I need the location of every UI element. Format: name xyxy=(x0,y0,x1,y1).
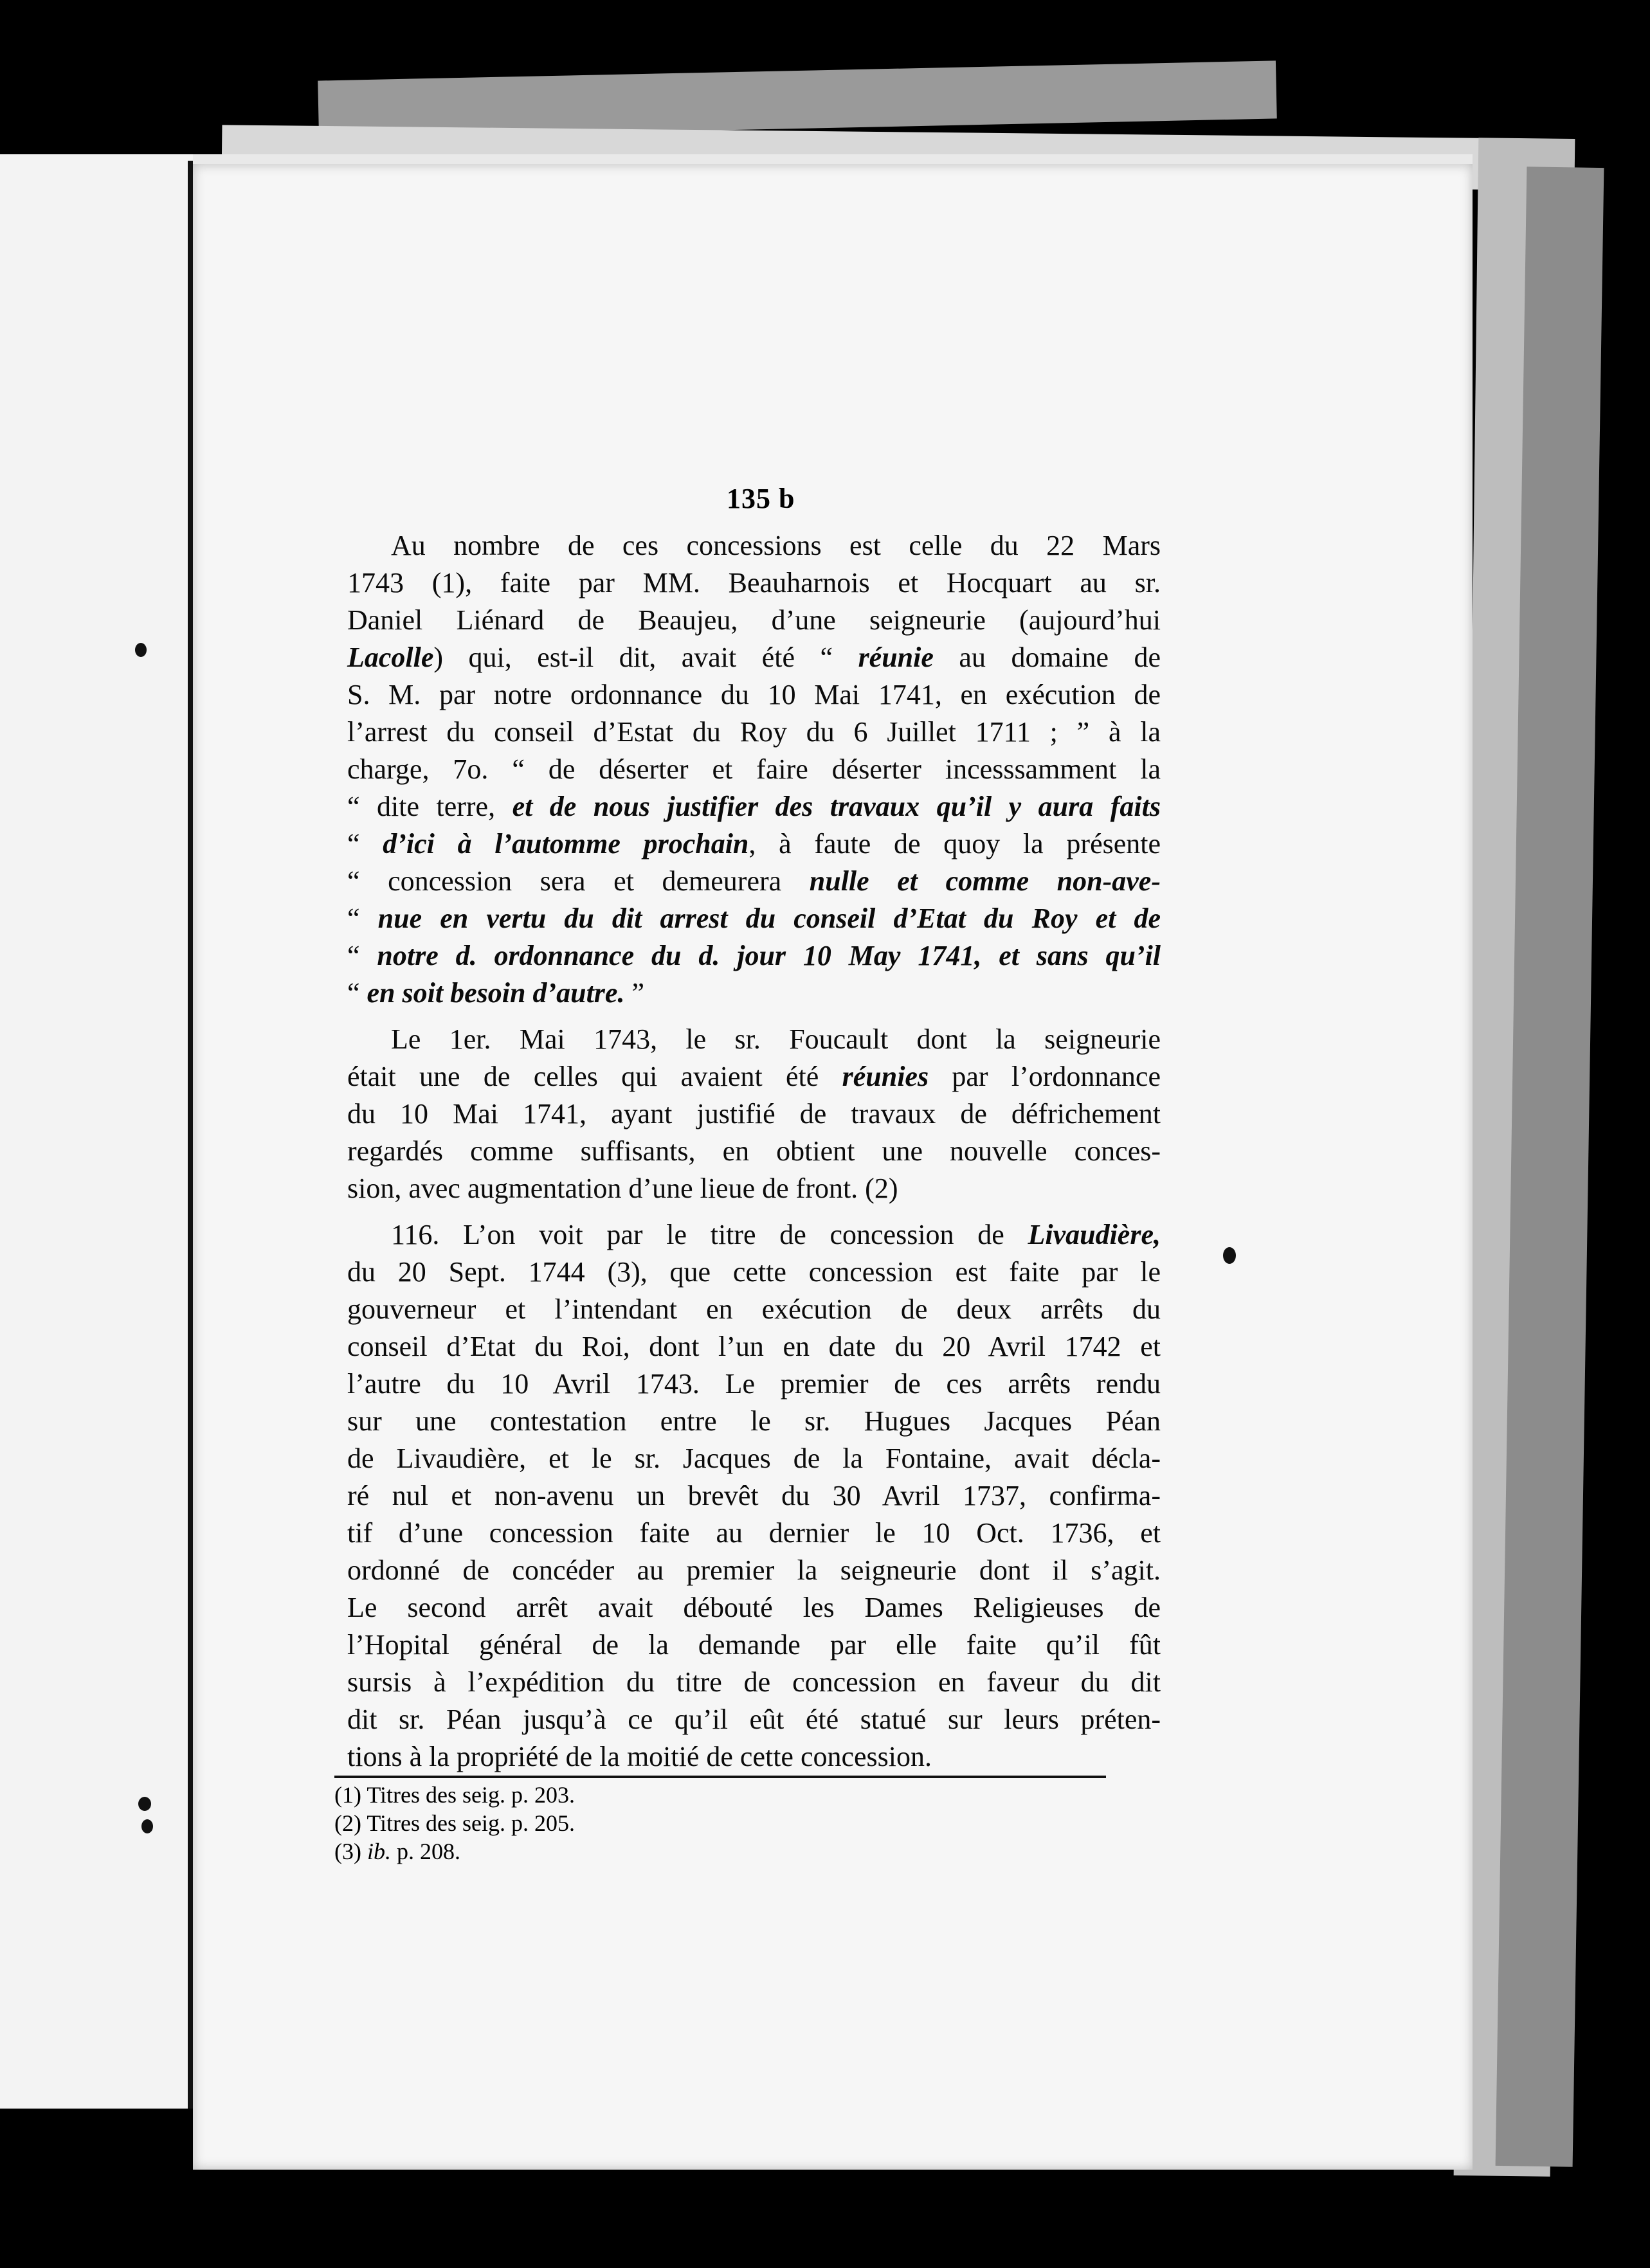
footnote-text: (1) Titres des seig. p. 203. xyxy=(334,1782,576,1808)
italic-text: notre d. ordonnance du d. jour 10 May 1741, xyxy=(377,940,982,971)
footnote xyxy=(334,1837,575,1866)
text-run: “ dite terre, xyxy=(347,791,512,822)
text-line xyxy=(347,1552,1161,1589)
text-line xyxy=(347,1328,1161,1365)
footnote-text: (3) xyxy=(334,1839,367,1864)
text-line xyxy=(347,1515,1161,1552)
text-line xyxy=(347,863,1161,900)
text-run: tif d’une concession faite au dernier le 10 Oct. 1736, et xyxy=(347,1517,1161,1549)
text-line xyxy=(347,1291,1161,1328)
left-page-mark xyxy=(141,1819,153,1833)
footnote-text: (2) Titres des seig. p. 205. xyxy=(334,1810,576,1836)
text-run: “ xyxy=(347,903,378,934)
footnote-text: p. 208. xyxy=(391,1839,460,1864)
italic-text: en soit besoin d’autre. xyxy=(367,977,625,1009)
text-run: Le second arrêt avait débouté les Dames Religieuses de xyxy=(347,1592,1161,1623)
text-run: Le 1er. Mai 1743, le sr. Foucault dont la seigneurie xyxy=(391,1023,1161,1055)
text-run: charge, 7o. “ de déserter et faire déserter incesssamment la xyxy=(347,753,1161,785)
text-line xyxy=(347,1133,1161,1170)
text-run: par l’ordonnance xyxy=(929,1061,1161,1092)
text-line xyxy=(347,1170,1161,1207)
text-run: “ xyxy=(347,977,367,1009)
text-run: dit sr. Péan jusqu’à ce qu’il eût été statué sur leurs préten- xyxy=(347,1704,1161,1735)
text-run: sion, avec augmentation d’une lieue de front. (2) xyxy=(347,1173,898,1204)
text-line xyxy=(347,751,1161,788)
text-line xyxy=(347,714,1161,751)
paragraph-p2 xyxy=(347,1021,1161,1207)
left-page xyxy=(0,154,197,2109)
text-line xyxy=(347,1738,1161,1776)
text-line xyxy=(347,1403,1161,1440)
footnotes xyxy=(334,1781,575,1866)
text-line xyxy=(347,1095,1161,1133)
text-line xyxy=(347,602,1161,639)
text-run: “ xyxy=(347,940,377,971)
italic-text: et de nous justifier des travaux qu’il y aura faits xyxy=(512,791,1161,822)
text-line xyxy=(347,937,1161,975)
text-line xyxy=(347,1216,1161,1254)
text-line xyxy=(347,825,1161,863)
left-page-mark xyxy=(135,643,147,657)
text-line xyxy=(347,1440,1161,1477)
italic-text: réunie xyxy=(858,642,934,673)
text-run: l’Hopital général de la demande par elle faite qu’il fût xyxy=(347,1629,1161,1661)
body-text xyxy=(347,527,1161,1785)
text-run: sur une contestation entre le sr. Hugues Jacques Péan xyxy=(347,1405,1161,1437)
footnote-text: ib. xyxy=(367,1839,391,1864)
text-line xyxy=(347,1701,1161,1738)
text-line xyxy=(347,1021,1161,1058)
text-run: était une de celles qui avaient été xyxy=(347,1061,842,1092)
text-run xyxy=(981,940,999,971)
italic-text: Livaudière, xyxy=(1028,1219,1161,1250)
text-line xyxy=(347,1477,1161,1515)
text-line xyxy=(347,527,1161,564)
text-line xyxy=(347,1254,1161,1291)
italic-text: nue en vertu du dit arrest du conseil d’Etat du Roy et de xyxy=(377,903,1161,934)
text-run: ) qui, est-il dit, avait été “ xyxy=(433,642,858,673)
text-line xyxy=(347,1589,1161,1626)
text-run: gouverneur et l’intendant en exécution de deux arrêts du xyxy=(347,1293,1161,1325)
italic-text: d’ici à l’automme prochain xyxy=(383,828,749,860)
text-line xyxy=(347,564,1161,602)
text-run: , à faute de quoy la présente xyxy=(748,828,1161,860)
footnote xyxy=(334,1809,575,1837)
text-run: conseil d’Etat du Roi, dont l’un en date du 20 Avril 1742 et xyxy=(347,1331,1161,1362)
text-run: Au nombre de ces concessions est celle du 22 Mars xyxy=(391,530,1161,561)
text-run: 1743 (1), faite par MM. Beauharnois et Hocquart au sr. xyxy=(347,567,1161,598)
left-page-mark xyxy=(138,1797,151,1811)
text-run: “ concession sera et demeurera xyxy=(347,865,810,897)
text-run: du 10 Mai 1741, ayant justifié de travaux de défrichement xyxy=(347,1098,1161,1130)
italic-text: réunies xyxy=(842,1061,929,1092)
text-line xyxy=(347,788,1161,825)
text-run: regardés comme suffisants, en obtient une nouvelle conces- xyxy=(347,1135,1161,1167)
text-run: de Livaudière, et le sr. Jacques de la Fontaine, avait décla- xyxy=(347,1443,1161,1474)
footnote-rule xyxy=(334,1776,1106,1778)
text-run: au domaine de xyxy=(933,642,1161,673)
page-number: 135 b xyxy=(727,483,795,514)
page-speck xyxy=(1223,1247,1236,1264)
paragraph-p1 xyxy=(347,527,1161,1012)
footnote xyxy=(334,1781,575,1809)
text-run: Daniel Liénard de Beaujeu, d’une seigneurie (aujourd’hui xyxy=(347,604,1161,636)
text-line xyxy=(347,1058,1161,1095)
italic-text: et sans qu’il xyxy=(999,940,1161,971)
text-run: ” xyxy=(624,977,644,1009)
paragraph-p3 xyxy=(347,1216,1161,1776)
text-line xyxy=(347,676,1161,714)
italic-text: nulle et comme non-ave- xyxy=(809,865,1161,897)
italic-text: Lacolle xyxy=(347,642,434,673)
text-line xyxy=(347,900,1161,937)
text-line xyxy=(347,1664,1161,1701)
text-run: ordonné de concéder au premier la seigneurie dont il s’agit. xyxy=(347,1554,1161,1586)
text-run: “ xyxy=(347,828,383,860)
text-run: l’arrest du conseil d’Estat du Roy du 6 Juillet 1711 ; ” à la xyxy=(347,716,1161,748)
text-run: l’autre du 10 Avril 1743. Le premier de ces arrêts rendu xyxy=(347,1368,1161,1400)
text-line xyxy=(347,975,1161,1012)
text-run: tions à la propriété de la moitié de cette concession. xyxy=(347,1741,932,1772)
text-line xyxy=(347,1626,1161,1664)
text-run: ré nul et non-avenu un brevêt du 30 Avril 1737, confirma- xyxy=(347,1480,1161,1511)
text-line xyxy=(347,639,1161,676)
text-run: 116. L’on voit par le titre de concession de xyxy=(391,1219,1028,1250)
text-run: du 20 Sept. 1744 (3), que cette concession est faite par le xyxy=(347,1256,1161,1288)
text-run: S. M. par notre ordonnance du 10 Mai 1741, en exécution de xyxy=(347,679,1161,710)
text-run: sursis à l’expédition du titre de concession en faveur du dit xyxy=(347,1666,1161,1698)
text-line xyxy=(347,1365,1161,1403)
